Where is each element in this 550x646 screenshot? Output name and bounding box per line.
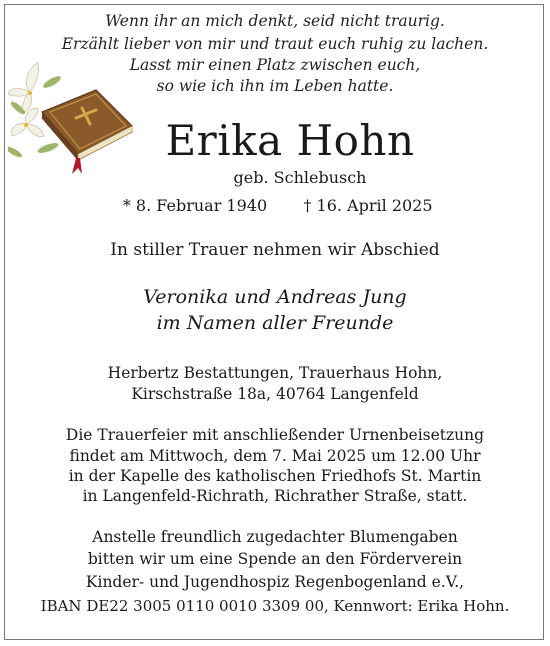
poem-line-2: Erzählt lieber von mir und traut euch ruhig zu lachen. — [61, 35, 489, 53]
poem-line-4: so wie ich ihn im Leben hatte. — [156, 77, 394, 95]
funeral-home-line-1: Herbertz Bestattungen, Trauerhaus Hohn, — [107, 364, 443, 382]
funeral-home-line-2: Kirschstraße 18a, 40764 Langenfeld — [131, 385, 419, 403]
mourners-line-2: im Namen aller Freunde — [156, 312, 394, 334]
poem-line-3: Lasst mir einen Platz zwischen euch, — [129, 56, 421, 74]
mourners-line-1: Veronika und Andreas Jung — [143, 286, 407, 308]
ceremony-line-2: findet am Mittwoch, dem 7. Mai 2025 um 12.00 Uhr — [69, 447, 481, 465]
ceremony-line-3: in der Kapelle des katholischen Friedhofs St. Martin — [68, 467, 482, 485]
deceased-name: Erika Hohn — [165, 116, 415, 165]
ceremony-line-4: in Langenfeld-Richrath, Richrather Straße, statt. — [82, 487, 468, 505]
donation-line-2: bitten wir um eine Spende an den Förderverein — [87, 550, 463, 568]
birth-date: * 8. Februar 1940 — [122, 196, 268, 215]
ceremony-line-1: Die Trauerfeier mit anschließender Urnenbeisetzung — [65, 426, 485, 444]
donation-line-4: IBAN DE22 3005 0110 0010 3309 00, Kennwort: Erika Hohn. — [40, 597, 510, 615]
death-date: † 16. April 2025 — [303, 196, 433, 215]
bible-with-lilies-icon — [8, 52, 138, 177]
born-name: geb. Schlebusch — [233, 168, 367, 187]
farewell-text: In stiller Trauer nehmen wir Abschied — [110, 240, 440, 260]
poem-line-1: Wenn ihr an mich denkt, seid nicht traurig. — [105, 12, 445, 30]
donation-line-1: Anstelle freundlich zugedachter Blumengaben — [92, 528, 458, 546]
donation-line-3: Kinder- und Jugendhospiz Regenbogenland e.V., — [85, 573, 465, 591]
